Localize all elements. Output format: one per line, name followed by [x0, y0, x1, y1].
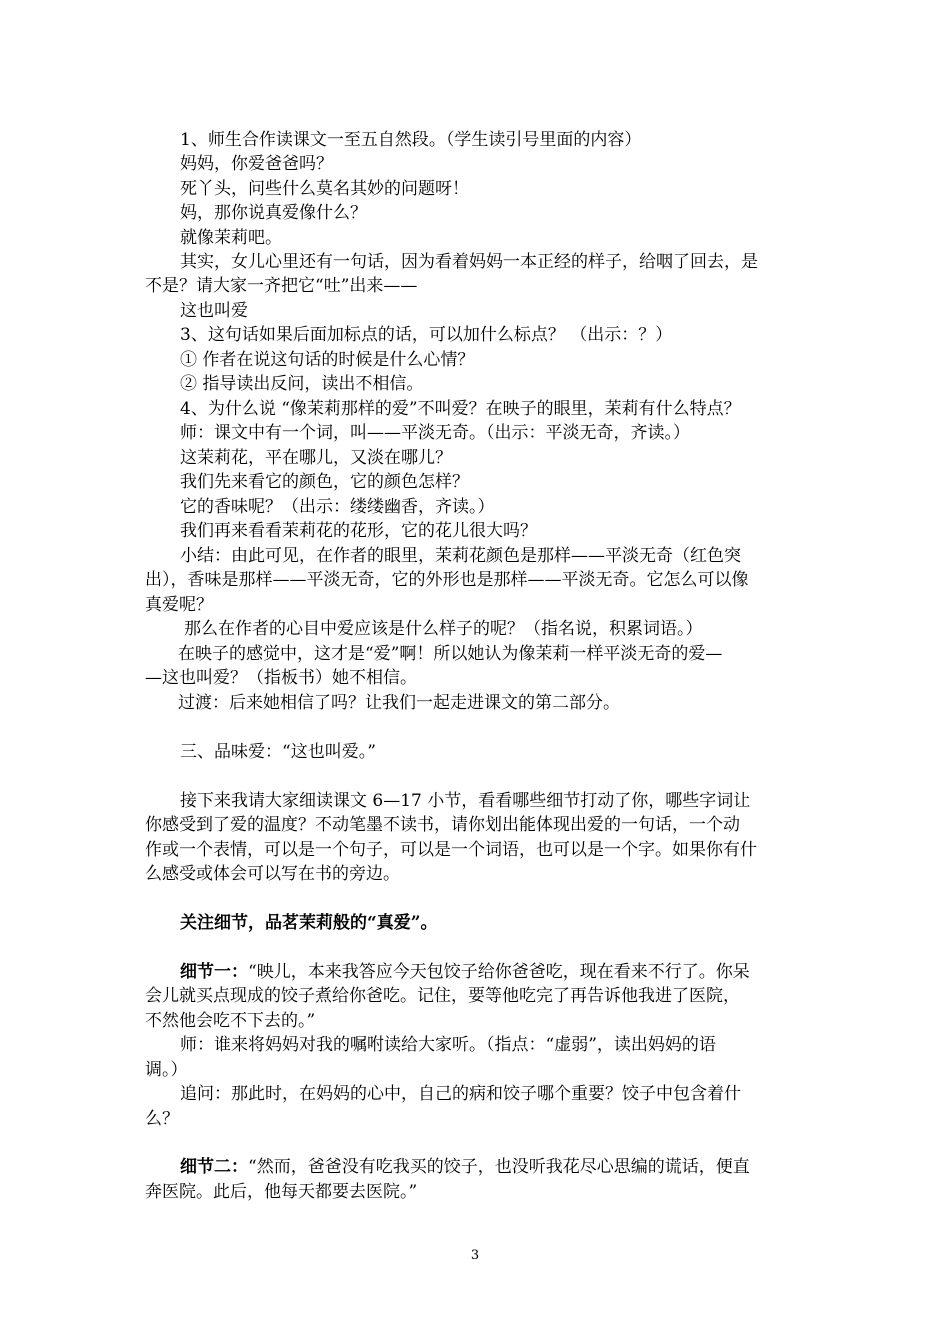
text-line: 那么在作者的心目中爱应该是什么样子的呢？（指名说，积累词语。）: [184, 619, 703, 639]
text-line: 么？: [145, 1109, 179, 1129]
text-line: 不然他会吃不下去的。”: [145, 1011, 316, 1031]
text-line: 1、师生合作读课文一至五自然段。（学生读引号里面的内容）: [180, 130, 642, 150]
text-line: 奔医院。此后，他每天都要去医院。”: [145, 1182, 418, 1202]
text-line: 接下来我请大家细读课文 6—17 小节，看看哪些细节打动了你，哪些字词让: [180, 791, 751, 811]
text-line: 过渡：后来她相信了吗？让我们一起走进课文的第二部分。: [178, 693, 620, 713]
text-line: 不是？请大家一齐把它“吐”出来——: [145, 276, 418, 296]
text-line: 死丫头，问些什么莫名其妙的问题呀！: [180, 179, 469, 199]
text-line: 3、这句话如果后面加标点的话，可以加什么标点？ （出示：？）: [180, 325, 673, 345]
text-line: 这也叫爱: [180, 301, 248, 321]
subsection-heading: 关注细节，品茗茉莉般的“真爱”。: [180, 913, 438, 933]
text-line: 调。）: [145, 1060, 188, 1080]
text-line: 出），香味是那样——平淡无奇，它的外形也是那样——平淡无奇。它怎么可以像: [145, 570, 749, 590]
page-number: 3: [470, 1248, 480, 1263]
section-heading: 三、品味爱：“这也叫爱。”: [180, 742, 376, 762]
text-line: [180, 1155, 850, 1179]
text-line: 么感受或体会可以写在书的旁边。: [145, 864, 400, 884]
text-line: 其实，女儿心里还有一句话，因为看着妈妈一本正经的样子，给咽了回去，是: [180, 252, 758, 272]
text-line: 小结：由此可见，在作者的眼里，茉莉花颜色是那样——平淡无奇（红色突: [180, 546, 741, 566]
text-line: 真爱呢？: [145, 595, 213, 615]
text-line: 就像茉莉吧。: [180, 228, 282, 248]
text-line: —这也叫爱？（指板书）她不相信。: [145, 668, 417, 688]
text-line: 师：课文中有一个词，叫——平淡无奇。（出示：平淡无奇，齐读。）: [180, 423, 690, 443]
text-line: ① 作者在说这句话的时候是什么心情？: [180, 350, 475, 370]
detail-quote: “然而，爸爸没有吃我买的饺子，也没听我花尽心思编的谎话，便直: [248, 1157, 750, 1177]
text-line: 这茉莉花，平在哪儿，又淡在哪儿？: [180, 448, 452, 468]
detail-label: 细节一：: [180, 962, 248, 982]
text-line: ② 指导读出反问，读出不相信。: [180, 374, 424, 394]
text-line: 我们先来看它的颜色，它的颜色怎样？: [180, 472, 469, 492]
text-line: 追问：那此时，在妈妈的心中，自己的病和饺子哪个重要？饺子中包含着什: [180, 1084, 741, 1104]
detail-label: 细节二：: [180, 1157, 248, 1177]
text-line: [180, 960, 850, 984]
text-line: 在映子的感觉中，这才是“爱”啊！所以她认为像茉莉一样平淡无奇的爱—: [178, 644, 723, 664]
text-line: 师：谁来将妈妈对我的嘱咐读给大家听。（指点：“虚弱”，读出妈妈的语: [180, 1035, 716, 1055]
text-line: 妈，那你说真爱像什么？: [180, 203, 367, 223]
detail-quote: “映儿，本来我答应今天包饺子给你爸爸吃，现在看来不行了。你呆: [248, 962, 750, 982]
text-line: 你感受到了爱的温度？不动笔墨不读书，请你划出能体现出爱的一句话，一个动: [145, 815, 740, 835]
text-line: 4、为什么说 “像茉莉那样的爱”不叫爱？在映子的眼里，茉莉有什么特点？: [180, 399, 741, 419]
text-line: 它的香味呢？（出示：缕缕幽香，齐读。）: [180, 497, 495, 517]
text-line: 会儿就买点现成的饺子煮给你爸吃。记住，要等他吃完了再告诉他我进了医院，: [145, 986, 740, 1006]
text-line: 妈妈，你爱爸爸吗？: [180, 154, 333, 174]
text-line: 我们再来看看茉莉花的花形，它的花儿很大吗？: [180, 521, 537, 541]
text-line: 作或一个表情，可以是一个句子，可以是一个词语，也可以是一个字。如果你有什: [145, 840, 757, 860]
